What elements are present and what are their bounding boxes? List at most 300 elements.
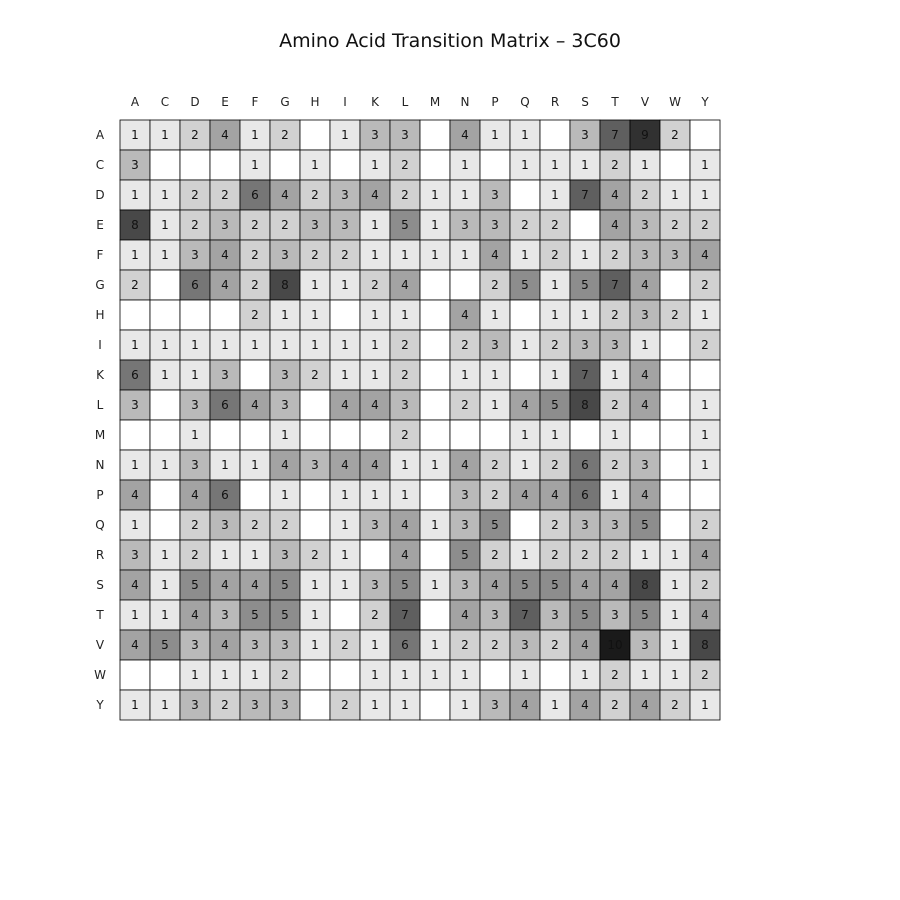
cell-value-E-Q: 2 <box>521 218 529 232</box>
cell-value-S-S: 4 <box>581 578 589 592</box>
cell-value-V-I: 2 <box>341 638 349 652</box>
cell-value-D-P: 3 <box>491 188 499 202</box>
cell-value-G-F: 2 <box>251 278 259 292</box>
cell-value-G-V: 4 <box>641 278 649 292</box>
heatmap-cell-A-M <box>420 120 450 150</box>
cell-value-A-G: 2 <box>281 128 289 142</box>
cell-value-W-L: 1 <box>401 668 409 682</box>
cell-value-C-V: 1 <box>641 158 649 172</box>
cell-value-F-N: 1 <box>461 248 469 262</box>
cell-value-E-T: 4 <box>611 218 619 232</box>
cell-value-D-T: 4 <box>611 188 619 202</box>
heatmap-cell-C-W <box>660 150 690 180</box>
row-tick-T: T <box>96 608 104 622</box>
cell-value-P-R: 4 <box>551 488 559 502</box>
cell-value-Y-D: 3 <box>191 698 199 712</box>
cell-value-I-Y: 2 <box>701 338 709 352</box>
heatmap-cell-H-Q <box>510 300 540 330</box>
cell-value-H-F: 2 <box>251 308 259 322</box>
cell-value-H-G: 1 <box>281 308 289 322</box>
cell-value-E-D: 2 <box>191 218 199 232</box>
cell-value-N-M: 1 <box>431 458 439 472</box>
row-tick-W: W <box>94 668 106 682</box>
cell-value-A-D: 2 <box>191 128 199 142</box>
cell-value-C-N: 1 <box>461 158 469 172</box>
cell-value-I-V: 1 <box>641 338 649 352</box>
cell-value-Y-Y: 1 <box>701 698 709 712</box>
cell-value-L-N: 2 <box>461 398 469 412</box>
cell-value-P-S: 6 <box>581 488 589 502</box>
heatmap-cell-H-E <box>210 300 240 330</box>
cell-value-L-E: 6 <box>221 398 229 412</box>
cell-value-D-G: 4 <box>281 188 289 202</box>
cell-value-N-T: 2 <box>611 458 619 472</box>
cell-value-D-N: 1 <box>461 188 469 202</box>
cell-value-T-H: 1 <box>311 608 319 622</box>
row-tick-labels <box>94 128 106 712</box>
cell-value-D-R: 1 <box>551 188 559 202</box>
row-tick-K: K <box>96 368 104 382</box>
row-tick-C: C <box>95 158 105 172</box>
heatmap-cell-H-D <box>180 300 210 330</box>
heatmap-cell-L-C <box>150 390 180 420</box>
cell-value-H-V: 3 <box>641 308 649 322</box>
heatmap-cell-K-F <box>240 360 270 390</box>
cell-value-D-W: 1 <box>671 188 679 202</box>
heatmap-cell-E-S <box>570 210 600 240</box>
cell-value-I-E: 1 <box>221 338 229 352</box>
cell-value-C-F: 1 <box>251 158 259 172</box>
cell-value-W-K: 1 <box>371 668 379 682</box>
cell-value-D-C: 1 <box>161 188 169 202</box>
heatmap-cell-M-E <box>210 420 240 450</box>
cell-value-A-L: 3 <box>401 128 409 142</box>
cell-value-S-R: 5 <box>551 578 559 592</box>
cell-value-E-V: 3 <box>641 218 649 232</box>
cell-value-Q-L: 4 <box>401 518 409 532</box>
cell-value-V-S: 4 <box>581 638 589 652</box>
cell-value-S-V: 8 <box>641 578 649 592</box>
cell-value-A-T: 7 <box>611 128 619 142</box>
cell-value-L-K: 4 <box>371 398 379 412</box>
heatmap-cell-G-N <box>450 270 480 300</box>
cell-value-H-P: 1 <box>491 308 499 322</box>
column-tick-Q: Q <box>520 95 530 109</box>
heatmap-cell-C-I <box>330 150 360 180</box>
cell-value-H-H: 1 <box>311 308 319 322</box>
cell-value-W-G: 2 <box>281 668 289 682</box>
cell-value-F-M: 1 <box>431 248 439 262</box>
cell-value-I-D: 1 <box>191 338 199 352</box>
cell-value-F-R: 2 <box>551 248 559 262</box>
column-tick-N: N <box>460 95 470 109</box>
cell-value-V-K: 1 <box>371 638 379 652</box>
cell-value-K-L: 2 <box>401 368 409 382</box>
heatmap-cell-H-A <box>120 300 150 330</box>
column-tick-M: M <box>429 95 441 109</box>
cell-value-L-A: 3 <box>131 398 139 412</box>
cell-value-P-P: 2 <box>491 488 499 502</box>
column-tick-labels <box>131 95 709 109</box>
cell-value-L-T: 2 <box>611 398 619 412</box>
cell-value-D-V: 2 <box>641 188 649 202</box>
heatmap-cell-K-M <box>420 360 450 390</box>
cell-value-A-E: 4 <box>221 128 229 142</box>
heatmap-cells <box>120 120 720 720</box>
cell-value-D-M: 1 <box>431 188 439 202</box>
cell-value-Y-I: 2 <box>341 698 349 712</box>
cell-value-T-R: 3 <box>551 608 559 622</box>
cell-value-G-R: 1 <box>551 278 559 292</box>
row-tick-L: L <box>96 398 104 412</box>
cell-value-C-H: 1 <box>311 158 319 172</box>
heatmap-cell-T-I <box>330 600 360 630</box>
cell-value-S-I: 1 <box>341 578 349 592</box>
row-tick-F: F <box>96 248 104 262</box>
cell-value-T-A: 1 <box>131 608 139 622</box>
cell-value-Y-E: 2 <box>221 698 229 712</box>
cell-value-N-V: 3 <box>641 458 649 472</box>
cell-value-M-T: 1 <box>611 428 619 442</box>
cell-value-T-L: 7 <box>401 608 409 622</box>
cell-value-T-Y: 4 <box>701 608 709 622</box>
cell-value-N-Y: 1 <box>701 458 709 472</box>
row-tick-G: G <box>95 278 105 292</box>
cell-value-K-C: 1 <box>161 368 169 382</box>
cell-value-R-Y: 4 <box>701 548 709 562</box>
heatmap-cell-Q-C <box>150 510 180 540</box>
heatmap-cell-M-P <box>480 420 510 450</box>
cell-value-I-L: 2 <box>401 338 409 352</box>
cell-value-H-W: 2 <box>671 308 679 322</box>
cell-value-Q-D: 2 <box>191 518 199 532</box>
column-tick-H: H <box>310 95 320 109</box>
cell-value-D-D: 2 <box>191 188 199 202</box>
row-tick-I: I <box>98 338 102 352</box>
cell-value-I-T: 3 <box>611 338 619 352</box>
cell-value-D-S: 7 <box>581 188 589 202</box>
cell-value-K-D: 1 <box>191 368 199 382</box>
cell-value-S-E: 4 <box>221 578 229 592</box>
cell-value-S-N: 3 <box>461 578 469 592</box>
column-tick-F: F <box>251 95 259 109</box>
cell-value-I-C: 1 <box>161 338 169 352</box>
column-tick-P: P <box>491 95 499 109</box>
cell-value-S-K: 3 <box>371 578 379 592</box>
cell-value-K-I: 1 <box>341 368 349 382</box>
cell-value-T-G: 5 <box>281 608 289 622</box>
cell-value-S-W: 1 <box>671 578 679 592</box>
cell-value-N-R: 2 <box>551 458 559 472</box>
cell-value-L-L: 3 <box>401 398 409 412</box>
cell-value-Y-F: 3 <box>251 698 259 712</box>
cell-value-N-K: 4 <box>371 458 379 472</box>
cell-value-S-G: 5 <box>281 578 289 592</box>
row-tick-N: N <box>95 458 105 472</box>
heatmap-cell-M-N <box>450 420 480 450</box>
heatmap-cell-W-C <box>150 660 180 690</box>
heatmap-cell-Q-Q <box>510 510 540 540</box>
heatmap-cell-A-Y <box>690 120 720 150</box>
cell-value-R-D: 2 <box>191 548 199 562</box>
cell-value-R-S: 2 <box>581 548 589 562</box>
cell-value-L-G: 3 <box>281 398 289 412</box>
cell-value-N-I: 4 <box>341 458 349 472</box>
cell-value-M-Y: 1 <box>701 428 709 442</box>
cell-value-R-F: 1 <box>251 548 259 562</box>
cell-value-H-R: 1 <box>551 308 559 322</box>
heatmap-cell-K-W <box>660 360 690 390</box>
heatmap-cell-M-A <box>120 420 150 450</box>
cell-value-F-A: 1 <box>131 248 139 262</box>
cell-value-H-K: 1 <box>371 308 379 322</box>
cell-value-Q-R: 2 <box>551 518 559 532</box>
cell-value-Y-S: 4 <box>581 698 589 712</box>
cell-value-S-P: 4 <box>491 578 499 592</box>
cell-value-Y-G: 3 <box>281 698 289 712</box>
cell-value-H-T: 2 <box>611 308 619 322</box>
cell-value-P-L: 1 <box>401 488 409 502</box>
heatmap-cell-M-S <box>570 420 600 450</box>
cell-value-M-Q: 1 <box>521 428 529 442</box>
cell-value-Y-C: 1 <box>161 698 169 712</box>
cell-value-T-D: 4 <box>191 608 199 622</box>
row-tick-R: R <box>95 548 105 562</box>
heatmap-cell-W-H <box>300 660 330 690</box>
heatmap-cell-W-R <box>540 660 570 690</box>
cell-value-S-Y: 2 <box>701 578 709 592</box>
cell-value-W-S: 1 <box>581 668 589 682</box>
heatmap-cell-G-W <box>660 270 690 300</box>
heatmap-cell-W-I <box>330 660 360 690</box>
cell-value-F-H: 2 <box>311 248 319 262</box>
cell-value-R-E: 1 <box>221 548 229 562</box>
cell-value-I-A: 1 <box>131 338 139 352</box>
cell-value-H-L: 1 <box>401 308 409 322</box>
cell-value-V-E: 4 <box>221 638 229 652</box>
cell-value-L-P: 1 <box>491 398 499 412</box>
cell-value-I-K: 1 <box>371 338 379 352</box>
cell-value-P-K: 1 <box>371 488 379 502</box>
cell-value-C-A: 3 <box>131 158 139 172</box>
row-tick-P: P <box>96 488 104 502</box>
column-tick-K: K <box>371 95 379 109</box>
cell-value-Q-K: 3 <box>371 518 379 532</box>
heatmap-cell-A-H <box>300 120 330 150</box>
heatmap-cell-Q-W <box>660 510 690 540</box>
cell-value-F-W: 3 <box>671 248 679 262</box>
cell-value-Y-T: 2 <box>611 698 619 712</box>
cell-value-N-H: 3 <box>311 458 319 472</box>
cell-value-L-F: 4 <box>251 398 259 412</box>
cell-value-E-H: 3 <box>311 218 319 232</box>
column-tick-T: T <box>611 95 619 109</box>
cell-value-W-N: 1 <box>461 668 469 682</box>
cell-value-D-H: 2 <box>311 188 319 202</box>
cell-value-V-A: 4 <box>131 638 139 652</box>
cell-value-N-A: 1 <box>131 458 139 472</box>
cell-value-G-H: 1 <box>311 278 319 292</box>
heatmap-cell-Q-H <box>300 510 330 540</box>
cell-value-D-Y: 1 <box>701 188 709 202</box>
cell-value-I-I: 1 <box>341 338 349 352</box>
cell-value-A-W: 2 <box>671 128 679 142</box>
cell-value-Q-N: 3 <box>461 518 469 532</box>
cell-value-T-N: 4 <box>461 608 469 622</box>
cell-value-T-V: 5 <box>641 608 649 622</box>
cell-value-W-V: 1 <box>641 668 649 682</box>
cell-value-F-G: 3 <box>281 248 289 262</box>
cell-value-I-G: 1 <box>281 338 289 352</box>
cell-value-T-E: 3 <box>221 608 229 622</box>
cell-value-L-R: 5 <box>551 398 559 412</box>
heatmap-cell-A-R <box>540 120 570 150</box>
cell-value-K-N: 1 <box>461 368 469 382</box>
cell-value-F-I: 2 <box>341 248 349 262</box>
cell-value-G-Y: 2 <box>701 278 709 292</box>
cell-value-Q-M: 1 <box>431 518 439 532</box>
cell-value-Q-S: 3 <box>581 518 589 532</box>
cell-value-E-M: 1 <box>431 218 439 232</box>
cell-value-R-H: 2 <box>311 548 319 562</box>
cell-value-T-Q: 7 <box>521 608 529 622</box>
cell-value-I-P: 3 <box>491 338 499 352</box>
heatmap-cell-C-P <box>480 150 510 180</box>
row-tick-S: S <box>96 578 104 592</box>
cell-value-A-P: 1 <box>491 128 499 142</box>
heatmap-cell-M-K <box>360 420 390 450</box>
cell-value-P-A: 4 <box>131 488 139 502</box>
heatmap-cell-C-D <box>180 150 210 180</box>
cell-value-S-L: 5 <box>401 578 409 592</box>
cell-value-R-W: 1 <box>671 548 679 562</box>
heatmap-cell-I-W <box>660 330 690 360</box>
cell-value-W-T: 2 <box>611 668 619 682</box>
heatmap-cell-Y-H <box>300 690 330 720</box>
heatmap-cell-M-M <box>420 420 450 450</box>
cell-value-R-V: 1 <box>641 548 649 562</box>
cell-value-C-S: 1 <box>581 158 589 172</box>
cell-value-A-A: 1 <box>131 128 139 142</box>
cell-value-C-K: 1 <box>371 158 379 172</box>
cell-value-P-G: 1 <box>281 488 289 502</box>
cell-value-K-V: 4 <box>641 368 649 382</box>
heatmap-cell-D-Q <box>510 180 540 210</box>
cell-value-Y-R: 1 <box>551 698 559 712</box>
cell-value-N-E: 1 <box>221 458 229 472</box>
cell-value-G-Q: 5 <box>521 278 529 292</box>
cell-value-V-V: 3 <box>641 638 649 652</box>
cell-value-F-T: 2 <box>611 248 619 262</box>
cell-value-S-T: 4 <box>611 578 619 592</box>
cell-value-D-A: 1 <box>131 188 139 202</box>
cell-value-H-N: 4 <box>461 308 469 322</box>
cell-value-R-R: 2 <box>551 548 559 562</box>
cell-value-E-W: 2 <box>671 218 679 232</box>
cell-value-Q-F: 2 <box>251 518 259 532</box>
cell-value-E-P: 3 <box>491 218 499 232</box>
cell-value-F-E: 4 <box>221 248 229 262</box>
cell-value-F-D: 3 <box>191 248 199 262</box>
cell-value-S-C: 1 <box>161 578 169 592</box>
cell-value-E-N: 3 <box>461 218 469 232</box>
cell-value-V-P: 2 <box>491 638 499 652</box>
cell-value-V-N: 2 <box>461 638 469 652</box>
cell-value-R-P: 2 <box>491 548 499 562</box>
cell-value-I-H: 1 <box>311 338 319 352</box>
heatmap-cell-M-F <box>240 420 270 450</box>
heatmap-cell-M-C <box>150 420 180 450</box>
cell-value-S-F: 4 <box>251 578 259 592</box>
cell-value-V-M: 1 <box>431 638 439 652</box>
heatmap-cell-L-W <box>660 390 690 420</box>
cell-value-G-D: 6 <box>191 278 199 292</box>
cell-value-S-H: 1 <box>311 578 319 592</box>
cell-value-Y-P: 3 <box>491 698 499 712</box>
cell-value-R-G: 3 <box>281 548 289 562</box>
row-tick-Q: Q <box>95 518 105 532</box>
row-tick-V: V <box>95 638 105 652</box>
heatmap-cell-H-M <box>420 300 450 330</box>
cell-value-N-N: 4 <box>461 458 469 472</box>
column-tick-G: G <box>280 95 290 109</box>
cell-value-V-L: 6 <box>401 638 409 652</box>
heatmap-cell-P-M <box>420 480 450 510</box>
cell-value-N-C: 1 <box>161 458 169 472</box>
cell-value-D-E: 2 <box>221 188 229 202</box>
cell-value-W-Y: 2 <box>701 668 709 682</box>
column-tick-Y: Y <box>701 95 709 109</box>
cell-value-W-D: 1 <box>191 668 199 682</box>
cell-value-R-I: 1 <box>341 548 349 562</box>
cell-value-F-Y: 4 <box>701 248 709 262</box>
cell-value-K-A: 6 <box>131 368 139 382</box>
cell-value-H-Y: 1 <box>701 308 709 322</box>
cell-value-C-Y: 1 <box>701 158 709 172</box>
cell-value-A-Q: 1 <box>521 128 529 142</box>
column-tick-S: S <box>581 95 589 109</box>
heatmap-cell-H-I <box>330 300 360 330</box>
cell-value-E-C: 1 <box>161 218 169 232</box>
cell-value-E-L: 5 <box>401 218 409 232</box>
cell-value-L-V: 4 <box>641 398 649 412</box>
cell-value-F-F: 2 <box>251 248 259 262</box>
heatmap-cell-C-C <box>150 150 180 180</box>
cell-value-K-T: 1 <box>611 368 619 382</box>
cell-value-G-A: 2 <box>131 278 139 292</box>
cell-value-Q-A: 1 <box>131 518 139 532</box>
cell-value-W-M: 1 <box>431 668 439 682</box>
heatmap-cell-P-Y <box>690 480 720 510</box>
heatmap-cell-M-H <box>300 420 330 450</box>
heatmap-cell-M-V <box>630 420 660 450</box>
column-tick-C: C <box>160 95 170 109</box>
cell-value-I-S: 3 <box>581 338 589 352</box>
cell-value-I-R: 2 <box>551 338 559 352</box>
cell-value-G-K: 2 <box>371 278 379 292</box>
cell-value-K-K: 1 <box>371 368 379 382</box>
cell-value-R-C: 1 <box>161 548 169 562</box>
cell-value-R-L: 4 <box>401 548 409 562</box>
heatmap-cell-G-C <box>150 270 180 300</box>
cell-value-R-Q: 1 <box>521 548 529 562</box>
cell-value-Y-W: 2 <box>671 698 679 712</box>
cell-value-D-F: 6 <box>251 188 259 202</box>
cell-value-F-K: 1 <box>371 248 379 262</box>
cell-value-K-P: 1 <box>491 368 499 382</box>
cell-value-P-D: 4 <box>191 488 199 502</box>
heatmap-cell-L-H <box>300 390 330 420</box>
